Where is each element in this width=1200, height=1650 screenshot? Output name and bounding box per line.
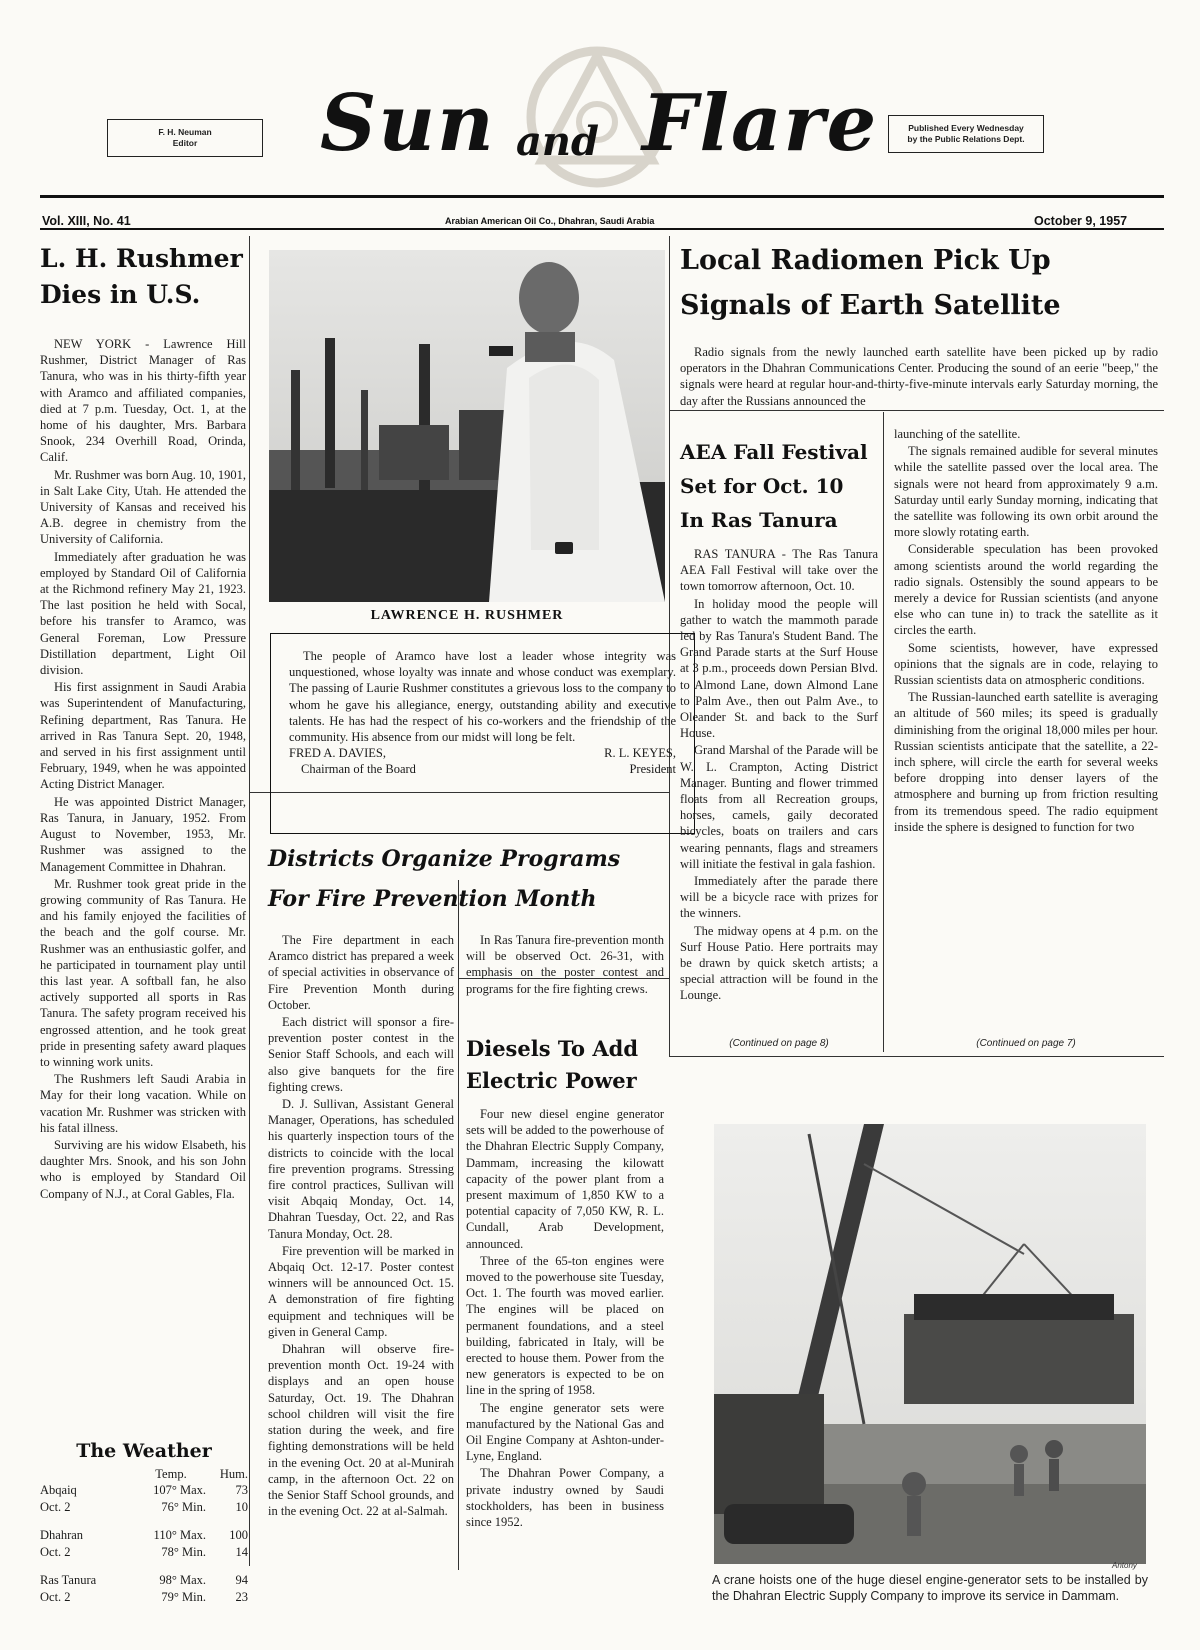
fire-paragraph: In Ras Tanura fire-prevention month will be observed Oct. 26-31, with emphasis on the poster contest and programs for the fire fighting crews.	[466, 933, 664, 996]
fire-paragraph: The Fire department in each Aramco district has prepared a week of special activities in observance of Fire Prevention Month during October.	[268, 933, 454, 1012]
issue-date: October 9, 1957	[1034, 214, 1128, 228]
fire-paragraph: Fire prevention will be marked in Abqaiq Oct. 12-17. Poster contest winners will be announced Oct. 15. A demonstration of fire fighting equipment and techniques will be given in General Camp.	[268, 1243, 454, 1339]
satellite-paragraph: The Russian-launched earth satellite is averaging an altitude of 560 miles; its speed is gradually diminishing from the original 18,000 miles per hour. Russian scientists anticipate that the satellite, a 22-inch sphere, will circle the earth for several weeks before dropping into denser layers of the atmosphere and burning up from friction resulting from its tremendous speed. The radio equipment inside the sphere is designed to function for two	[894, 690, 1158, 834]
weather-hum: 94	[235, 1573, 248, 1588]
rushmer-photo-image	[269, 250, 665, 602]
rushmer-article-body	[40, 336, 246, 1203]
diesels-paragraph: The Dhahran Power Company, a private industry owned by Saudi stockholders, has been in business since 1952.	[466, 1466, 664, 1530]
editor-box	[107, 119, 263, 157]
fire-article-col2	[466, 932, 664, 998]
volume-number: Vol. XIII, No. 41	[42, 214, 131, 228]
weather-box	[40, 1440, 248, 1606]
diesels-headline-line2: Electric Power	[466, 1068, 637, 1093]
crane-photo-image	[714, 1124, 1146, 1564]
aea-paragraph: The midway opens at 4 p.m. on the Surf House Patio. Here portraits may be drawn by quick sketch artists; a special attraction will be found in the Lounge.	[680, 923, 878, 1003]
weather-temp: 78° Min.	[161, 1544, 206, 1559]
fire-headline-line1: Districts Organize Programs	[268, 846, 621, 872]
satellite-paragraph: The signals remained audible for several minutes while the satellite passed over the local area. The signals were not heard from approximately 9 a.m. Saturday until early Sunday morning, indicating that the satellite was following its own orbit around the more slowly rotating earth.	[894, 444, 1158, 540]
signer-keyes-title: President	[629, 762, 676, 777]
fire-paragraph: Dhahran will observe fire-prevention month Oct. 19-24 with displays and an open house Saturday, Oct. 19. The Dhahran school children will visit the fire station during the week, and fire fighting demonstrations will be held in the evening Oct. 20 at al-Munirah camp, in the afternoon Oct. 22 on the Senior Staff School grounds, and in the evening Oct. 22 at al-Salmah.	[268, 1342, 454, 1519]
weather-hum: 10	[235, 1499, 248, 1514]
rushmer-paragraph: The Rushmers left Saudi Arabia in May for their long vacation. While on vacation Mr. Rushmer was stricken with his fatal illness.	[40, 1072, 246, 1135]
rushmer-portrait-photo	[269, 250, 665, 602]
section-rule-satellite	[669, 410, 1164, 411]
rushmer-headline-line1: L. H. Rushmer	[40, 244, 243, 273]
rushmer-paragraph: His first assignment in Saudi Arabia was Superintendent of Manufacturing, Refining department, Ras Tanura. He arrived in Ras Tanura Sept. 20, 1948, and served in his first assignment until February, 1949, when he was appointed Acting District Manager.	[40, 680, 246, 792]
weather-col-temp: Temp.	[155, 1466, 187, 1481]
weather-hum: 73	[235, 1483, 248, 1498]
tribute-box	[270, 633, 695, 834]
fire-headline-line2: For Fire Prevention Month	[268, 886, 597, 912]
publication-line2: by the Public Relations Dept.	[907, 134, 1025, 144]
satellite-lead	[680, 344, 1158, 410]
rushmer-paragraph: He was appointed District Manager, Ras Tanura, in January, 1952. From August to November, 1953, Mr. Rushmer was assigned to the Management Committee in Dhahran.	[40, 794, 246, 874]
publication-line1: Published Every Wednesday	[908, 123, 1024, 133]
aea-headline-line1: AEA Fall Festival	[680, 440, 868, 464]
satellite-paragraph: launching of the satellite.	[894, 427, 1021, 441]
aea-paragraph: Grand Marshal of the Parade will be W. L. Crampton, Acting District Manager. Bunting and flower trimmed floats from all Recreation groups, horses, camels, gaily decorated bicycles, boats on trailers and cars wearing pennants, flags and streamers will initiate the festival in gala fashion.	[680, 743, 878, 871]
crane-photo-caption: A crane hoists one of the huge diesel engine-generator sets to be installed by the Dhahran Electric Supply Company to improve its service in Dammam.	[712, 1573, 1148, 1603]
aea-paragraph: Immediately after the parade there will be a bicycle race with prizes for the winners.	[680, 874, 878, 921]
weather-temp: 76° Min.	[161, 1499, 206, 1514]
weather-col-hum: Hum.	[219, 1466, 248, 1481]
weather-temp: 98° Max.	[159, 1573, 206, 1588]
section-rule-crane	[669, 1056, 1164, 1057]
editor-label: Editor	[172, 138, 198, 148]
diesels-paragraph: Three of the 65-ton engines were moved to the powerhouse site Tuesday, Oct. 1. The fourth was moved earlier. The engines will be placed on permanent foundations, and a steel building, fabricated in Italy, will be erected to house them. Power from the new generators is expected to be on line in the spring of 1958.	[466, 1253, 664, 1398]
tribute-text: The people of Aramco have lost a leader whose integrity was unquestioned, whose loyalty was innate and whose conduct was exemplary. The passing of Laurie Rushmer constitutes a grievous loss to the company to whom he gave his allegiance, energy, outstanding ability and executive talents. He has had the respect of his co-workers and the friendship of the community. His absence from our midst will long be felt.	[289, 649, 676, 745]
fire-paragraph: D. J. Sullivan, Assistant General Manager, Operations, has scheduled his quarterly inspection tours of the districts to coincide with the local fire prevention programs. Stressing fire control practices, Sullivan will visit Abqaiq Monday, Oct. 14, Dhahran Tuesday, Oct. 22, and Ras Tanura Monday, Oct. 28.	[268, 1097, 454, 1241]
weather-place: Oct. 2	[40, 1589, 71, 1604]
weather-row	[40, 1499, 248, 1516]
weather-row	[40, 1483, 248, 1500]
weather-row	[40, 1573, 248, 1590]
column-rule-4	[883, 412, 884, 1052]
diesels-article-body	[466, 1106, 664, 1531]
column-rule-1	[249, 236, 250, 1566]
crane-photo	[714, 1124, 1146, 1564]
rushmer-paragraph: Mr. Rushmer took great pride in the growing community of Ras Tanura. He and his family enjoyed the facilities of the beach and the golf course. Mr. Rushmer was an enthusiastic golfer, and he participated in tournament play until this last year. A softball fan, he also actively supported all sports in Ras Tanura. The safety program received his engrossed attention, and he took great pride in presenting safety award plaques to winning work units.	[40, 876, 246, 1069]
diesels-paragraph: The engine generator sets were manufactured by the National Gas and Oil Engine Company at Ashton-under-Lyne, England.	[466, 1400, 664, 1464]
weather-row	[40, 1589, 248, 1606]
satellite-headline-line2: Signals of Earth Satellite	[680, 290, 1061, 321]
newspaper-title	[320, 78, 890, 188]
column-rule-3	[458, 880, 459, 1570]
signer-keyes-name: R. L. KEYES,	[604, 746, 676, 761]
aea-continued-note: (Continued on page 8)	[729, 1038, 829, 1049]
diesels-paragraph: Four new diesel engine generator sets will be added to the powerhouse of the Dhahran Electric Supply Company, Dammam, increasing the kilowatt capacity of the power plant from a present maximum of 1,850 KW to a potential capacity of 7,050 KW, R. L. Cundall, Arab Development, announced.	[466, 1107, 664, 1251]
weather-temp: 110° Max.	[153, 1528, 206, 1543]
weather-place: Oct. 2	[40, 1499, 71, 1514]
publisher-line: Arabian American Oil Co., Dhahran, Saudi Arabia	[445, 216, 655, 226]
weather-place: Abqaiq	[40, 1483, 77, 1498]
satellite-headline-line1: Local Radiomen Pick Up	[680, 245, 1051, 276]
weather-hum: 100	[229, 1528, 248, 1543]
rushmer-paragraph: NEW YORK - Lawrence Hill Rushmer, District Manager of Ras Tanura, who was in his thirty-fifth year with Aramco and affiliated companies, died at 7 p.m. Tuesday, Oct. 1, at the home of his daughter, Mrs. Barbara Snook, 234 Overhill Road, Orinda, Calif.	[40, 337, 246, 465]
satellite-lead-paragraph: Radio signals from the newly launched earth satellite have been picked up by radio operators in the Dhahran Communications Center. Producing the sound of an eerie "beep," the signals were heard at regular hour-and-thirty-five-minute intervals early Saturday morning, the day after the Russians announced the	[680, 345, 1158, 408]
tribute-signature-names	[289, 745, 676, 761]
title-word-sun: Sun	[320, 78, 496, 169]
fire-article-col1	[268, 932, 454, 1520]
aea-article-body	[680, 546, 878, 1005]
aea-paragraph: RAS TANURA - The Ras Tanura AEA Fall Festival will take over the town tomorrow afternoon, Oct. 10.	[680, 547, 878, 594]
title-word-flare: Flare	[642, 78, 879, 169]
weather-hum: 14	[235, 1544, 248, 1559]
weather-temp: 107° Max.	[153, 1483, 206, 1498]
crane-photo-credit: Antony	[1112, 1561, 1137, 1570]
signer-davies-name: FRED A. DAVIES,	[289, 746, 387, 761]
satellite-paragraph: Some scientists, however, have expressed opinions that the signals are in code, relaying to Russian scientists data on atmospheric conditions.	[894, 640, 1158, 688]
rushmer-paragraph: Immediately after graduation he was employed by Standard Oil of California at the Richmond refinery May 21, 1923. The last position he held with Socal, before his transfer to Aramco, was General Foreman, Low Pressure Distillation department, Light Oil division.	[40, 549, 246, 678]
rushmer-headline-line2: Dies in U.S.	[40, 280, 201, 309]
publication-box	[888, 115, 1044, 153]
weather-title: The Weather	[76, 1440, 212, 1462]
weather-row	[40, 1528, 248, 1545]
weather-hum: 23	[235, 1589, 248, 1604]
fire-paragraph: Each district will sponsor a fire-prevention poster contest in the Senior Staff Schools, and each will also give banquets for the fire fighting crews.	[268, 1015, 454, 1094]
rushmer-photo-caption: LAWRENCE H. RUSHMER	[370, 608, 564, 623]
satellite-paragraph: Considerable speculation has been provoked among scientists around the world regarding the radio signals. Ostensibly the sound appears to be merely a device for Russian scientists (and anyone else who can tune in) to track the satellite as it circles the earth.	[894, 542, 1158, 638]
tribute-signature-titles	[289, 761, 676, 777]
weather-place: Dhahran	[40, 1528, 84, 1543]
rushmer-paragraph: Surviving are his widow Elsabeth, his daughter Mrs. Snook, and his son John who is employed by Standard Oil Company of N.J., at Coral Gables, Fla.	[40, 1137, 246, 1201]
weather-temp: 79° Min.	[161, 1589, 206, 1604]
weather-place: Ras Tanura	[40, 1573, 97, 1588]
signer-davies-title: Chairman of the Board	[301, 762, 416, 777]
title-word-and: and	[516, 118, 599, 165]
weather-header-row	[40, 1466, 248, 1483]
satellite-continued-note: (Continued on page 7)	[976, 1038, 1076, 1049]
masthead-rule-bottom	[40, 228, 1164, 230]
rushmer-paragraph: Mr. Rushmer was born Aug. 10, 1901, in Salt Lake City, Utah. He attended the University of Kansas and received his A.B. degree in chemistry from the University of California.	[40, 467, 246, 547]
weather-place: Oct. 2	[40, 1544, 71, 1559]
editor-name: F. H. Neuman	[158, 127, 212, 137]
satellite-article-body	[894, 426, 1158, 836]
weather-row	[40, 1544, 248, 1561]
aea-headline-line3: In Ras Tanura	[680, 508, 838, 532]
diesels-headline-line1: Diesels To Add	[466, 1036, 639, 1061]
aea-headline-line2: Set for Oct. 10	[680, 474, 844, 498]
masthead-rule-top	[40, 195, 1164, 198]
aea-paragraph: In holiday mood the people will gather to watch the mammoth parade led by Ras Tanura's Student Band. The Grand Parade starts at the Surf House at 3 p.m., proceeds down Persian Blvd. to Almond Lane, down Almond Lane to Palm Ave., then out Palm Ave., to Oleander St. and back to the Surf House.	[680, 596, 878, 741]
